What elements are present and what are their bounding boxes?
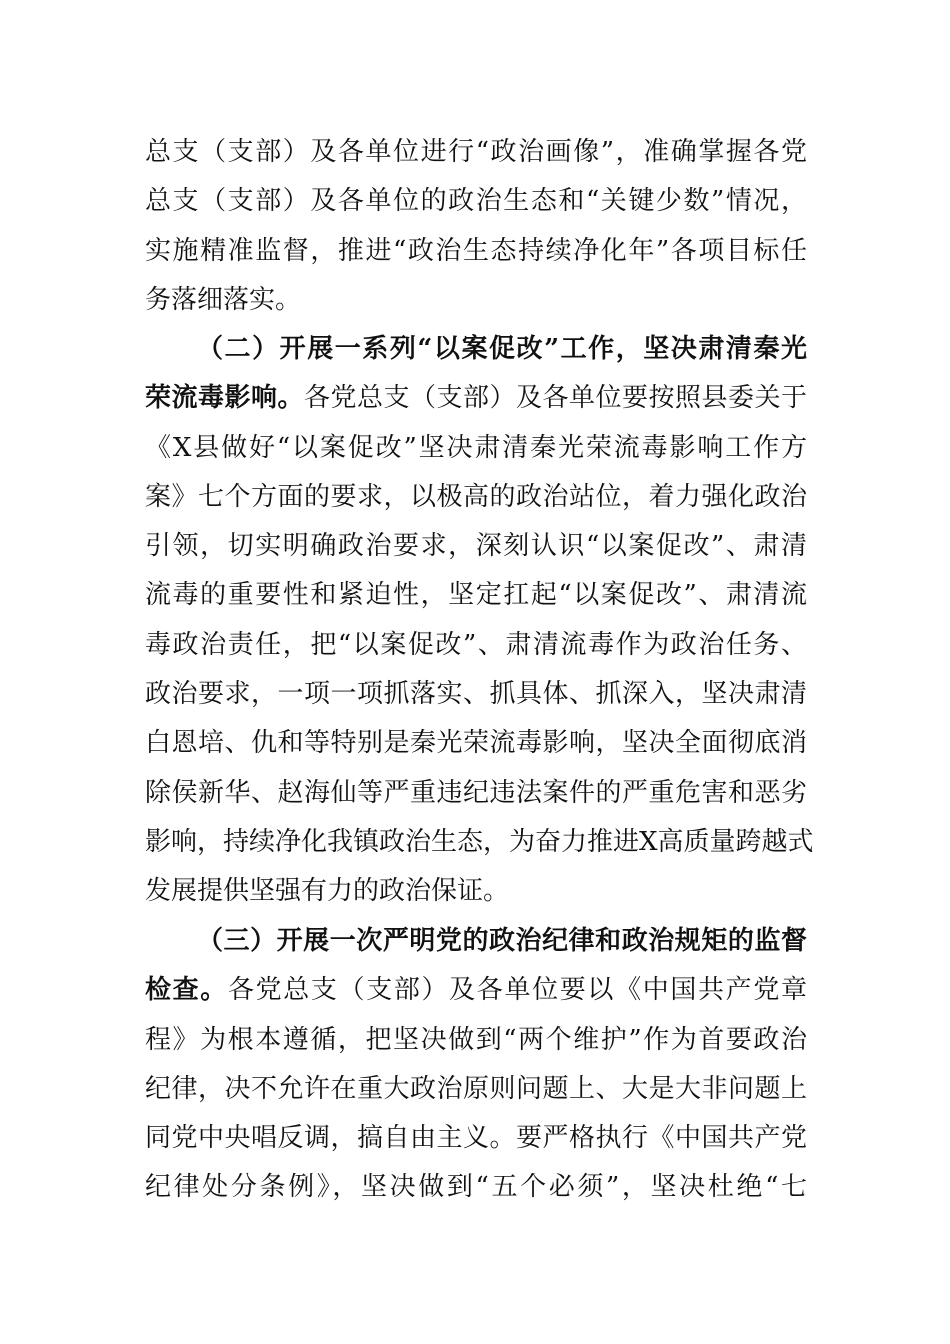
section-heading-3 bbox=[145, 917, 807, 966]
paragraph-line: 政治要求，一项一项抓落实、抓具体、抓深入，坚决肃清 bbox=[145, 679, 807, 710]
paragraph-line bbox=[145, 374, 807, 423]
section-heading-2 bbox=[145, 325, 807, 374]
paragraph-line: 引领，切实明确政治要求，深刻认识“以案促改”、肃清 bbox=[145, 531, 807, 562]
paragraph-line bbox=[145, 966, 807, 1015]
heading-text: （二）开展一系列“以案促改”工作，坚决肃清秦光 bbox=[197, 334, 807, 364]
body-text: 各党总支（支部）及各单位要按照县委关于 bbox=[304, 383, 807, 414]
heading-text: （三）开展一次严明党的政治纪律和政治规矩的监督 bbox=[197, 926, 807, 956]
body-text: 各党总支（支部）及各单位要以《中国共产党章 bbox=[227, 975, 807, 1006]
paragraph-line: 总支（支部）及各单位进行“政治画像”，准确掌握各党 bbox=[145, 137, 807, 167]
paragraph-line: 影响，持续净化我镇政治生态，为奋力推进X高质量跨越式 bbox=[145, 826, 814, 857]
paragraph-line: 总支（支部）及各单位的政治生态和“关键少数”情况， bbox=[145, 186, 807, 217]
paragraph-3 bbox=[145, 917, 807, 1213]
paragraph-line: 毒政治责任，把“以案促改”、肃清流毒作为政治任务、 bbox=[145, 629, 807, 660]
paragraph-2 bbox=[145, 325, 814, 917]
paragraph-line: 纪律，决不允许在重大政治原则问题上、大是大非问题上 bbox=[145, 1073, 807, 1104]
paragraph-line: 务落细落实。 bbox=[145, 284, 302, 315]
paragraph-line: 实施精准监督，推进“政治生态持续净化年”各项目标任 bbox=[145, 235, 807, 266]
paragraph-line: 程》为根本遵循，把坚决做到“两个维护”作为首要政治 bbox=[145, 1024, 807, 1055]
paragraph-line: 纪律处分条例》，坚决做到“五个必须”，坚决杜绝“七 bbox=[145, 1172, 807, 1203]
paragraph-line: 发展提供坚强有力的政治保证。 bbox=[145, 876, 510, 907]
heading-text: 荣流毒影响。 bbox=[145, 383, 304, 414]
paragraph-line: 同党中央唱反调，搞自由主义。要严格执行《中国共产党 bbox=[145, 1123, 807, 1154]
paragraph-1 bbox=[145, 128, 807, 325]
paragraph-line: 案》七个方面的要求，以极高的政治站位，着力强化政治 bbox=[145, 481, 807, 512]
paragraph-line: 流毒的重要性和紧迫性，坚定扛起“以案促改”、肃清流 bbox=[145, 580, 807, 611]
paragraph-line: 除侯新华、赵海仙等严重违纪违法案件的严重危害和恶劣 bbox=[145, 777, 807, 808]
paragraph-line: 白恩培、仇和等特别是秦光荣流毒影响，坚决全面彻底消 bbox=[145, 728, 807, 759]
paragraph-line: 《X县做好“以案促改”坚决肃清秦光荣流毒影响工作方 bbox=[145, 432, 807, 463]
heading-text: 检查。 bbox=[145, 975, 228, 1006]
